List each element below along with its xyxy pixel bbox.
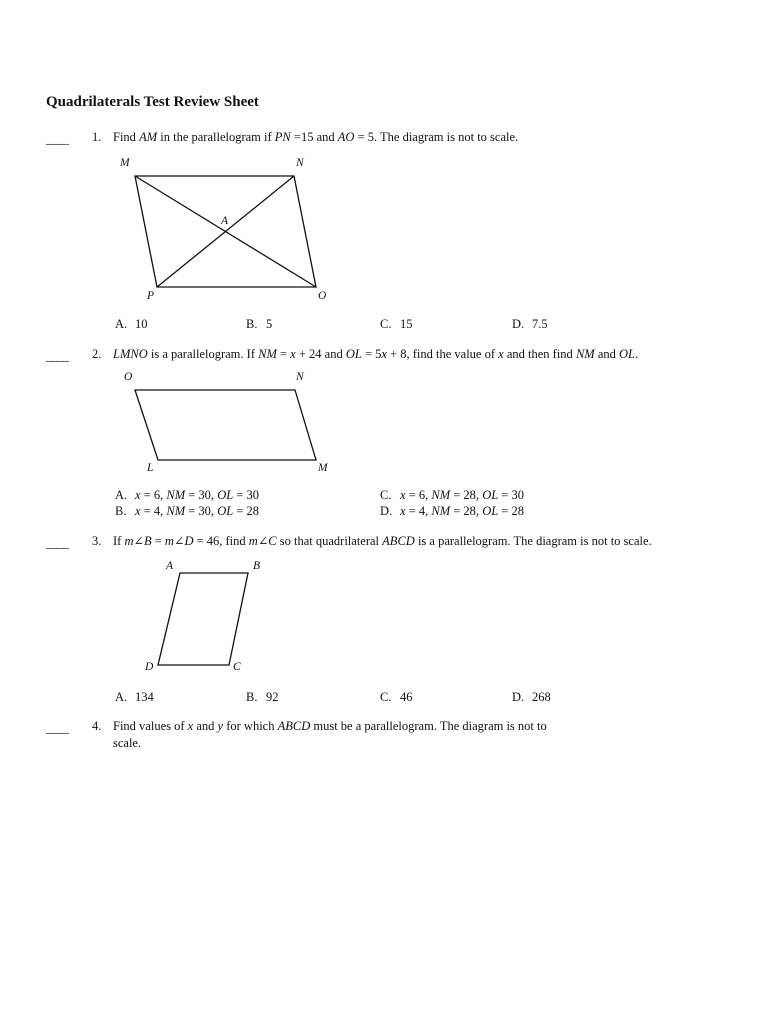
q3-option-c[interactable] xyxy=(380,690,413,705)
page-title: Quadrilaterals Test Review Sheet xyxy=(46,94,259,110)
option-text: x = 6, NM = 30, OL = 30 xyxy=(135,488,259,502)
vertex-label-a: A xyxy=(221,215,229,227)
vertex-label-d: D xyxy=(145,661,154,673)
answer-blank-q3[interactable]: ____ xyxy=(46,535,68,550)
option-letter: D. xyxy=(512,690,525,704)
option-letter: D. xyxy=(380,504,393,518)
answer-blank-q1[interactable]: ____ xyxy=(46,131,68,146)
question-text-q4-line1: Find values of x and y for which ABCD must be a parallelogram. The diagram is not to xyxy=(113,719,547,733)
q3-option-b[interactable] xyxy=(246,690,279,705)
vertex-label-p: P xyxy=(147,290,155,302)
option-letter: C. xyxy=(380,488,392,502)
q3-option-d[interactable] xyxy=(512,690,551,705)
option-text: 5 xyxy=(266,317,273,331)
option-text: 46 xyxy=(400,690,413,704)
option-text: 7.5 xyxy=(532,317,548,331)
option-letter: C. xyxy=(380,690,392,704)
q3-option-a[interactable] xyxy=(115,690,154,705)
question-number-q4: 4. xyxy=(92,719,102,733)
option-letter: A. xyxy=(115,488,128,502)
parallelogram-abcd xyxy=(158,573,248,665)
option-text: x = 6, NM = 28, OL = 30 xyxy=(400,488,524,502)
option-text: x = 4, NM = 30, OL = 28 xyxy=(135,504,259,518)
option-letter: B. xyxy=(246,317,258,331)
question-text-q3: If m∠B = m∠D = 46, find m∠C so that quadrilateral ABCD is a parallelogram. The diagram is not to scale. xyxy=(113,534,652,548)
option-text: 134 xyxy=(135,690,154,704)
option-letter: A. xyxy=(115,690,128,704)
question-text-q4-line2: scale. xyxy=(113,736,142,750)
vertex-label-n: N xyxy=(296,157,304,169)
option-letter: D. xyxy=(512,317,525,331)
option-text: 92 xyxy=(266,690,279,704)
vertex-label-c: C xyxy=(233,661,241,673)
vertex-label-o: O xyxy=(124,371,133,383)
option-text: 10 xyxy=(135,317,148,331)
answer-blank-q2[interactable]: ____ xyxy=(46,348,68,363)
vertex-label-o: O xyxy=(318,290,327,302)
vertex-label-n: N xyxy=(296,371,304,383)
option-text: x = 4, NM = 28, OL = 28 xyxy=(400,504,524,518)
vertex-label-l: L xyxy=(147,462,154,474)
vertex-label-m: M xyxy=(120,157,130,169)
vertex-label-a: A xyxy=(166,560,174,572)
option-letter: B. xyxy=(246,690,258,704)
answer-blank-q4[interactable]: ____ xyxy=(46,720,68,735)
option-text: 15 xyxy=(400,317,413,331)
question-text-q1: Find AM in the parallelogram if PN =15 and AO = 5. The diagram is not to scale. xyxy=(113,130,519,144)
option-letter: B. xyxy=(115,504,127,518)
question-number-q3: 3. xyxy=(92,534,102,548)
question-text-q2: LMNO is a parallelogram. If NM = x + 24 and OL = 5x + 8, find the value of x and then find NM and OL. xyxy=(113,347,639,361)
option-letter: C. xyxy=(380,317,392,331)
question-number-q1: 1. xyxy=(92,130,102,144)
vertex-label-b: B xyxy=(253,560,261,572)
option-letter: A. xyxy=(115,317,128,331)
option-text: 268 xyxy=(532,690,551,704)
vertex-label-m: M xyxy=(318,462,328,474)
question-number-q2: 2. xyxy=(92,347,102,361)
